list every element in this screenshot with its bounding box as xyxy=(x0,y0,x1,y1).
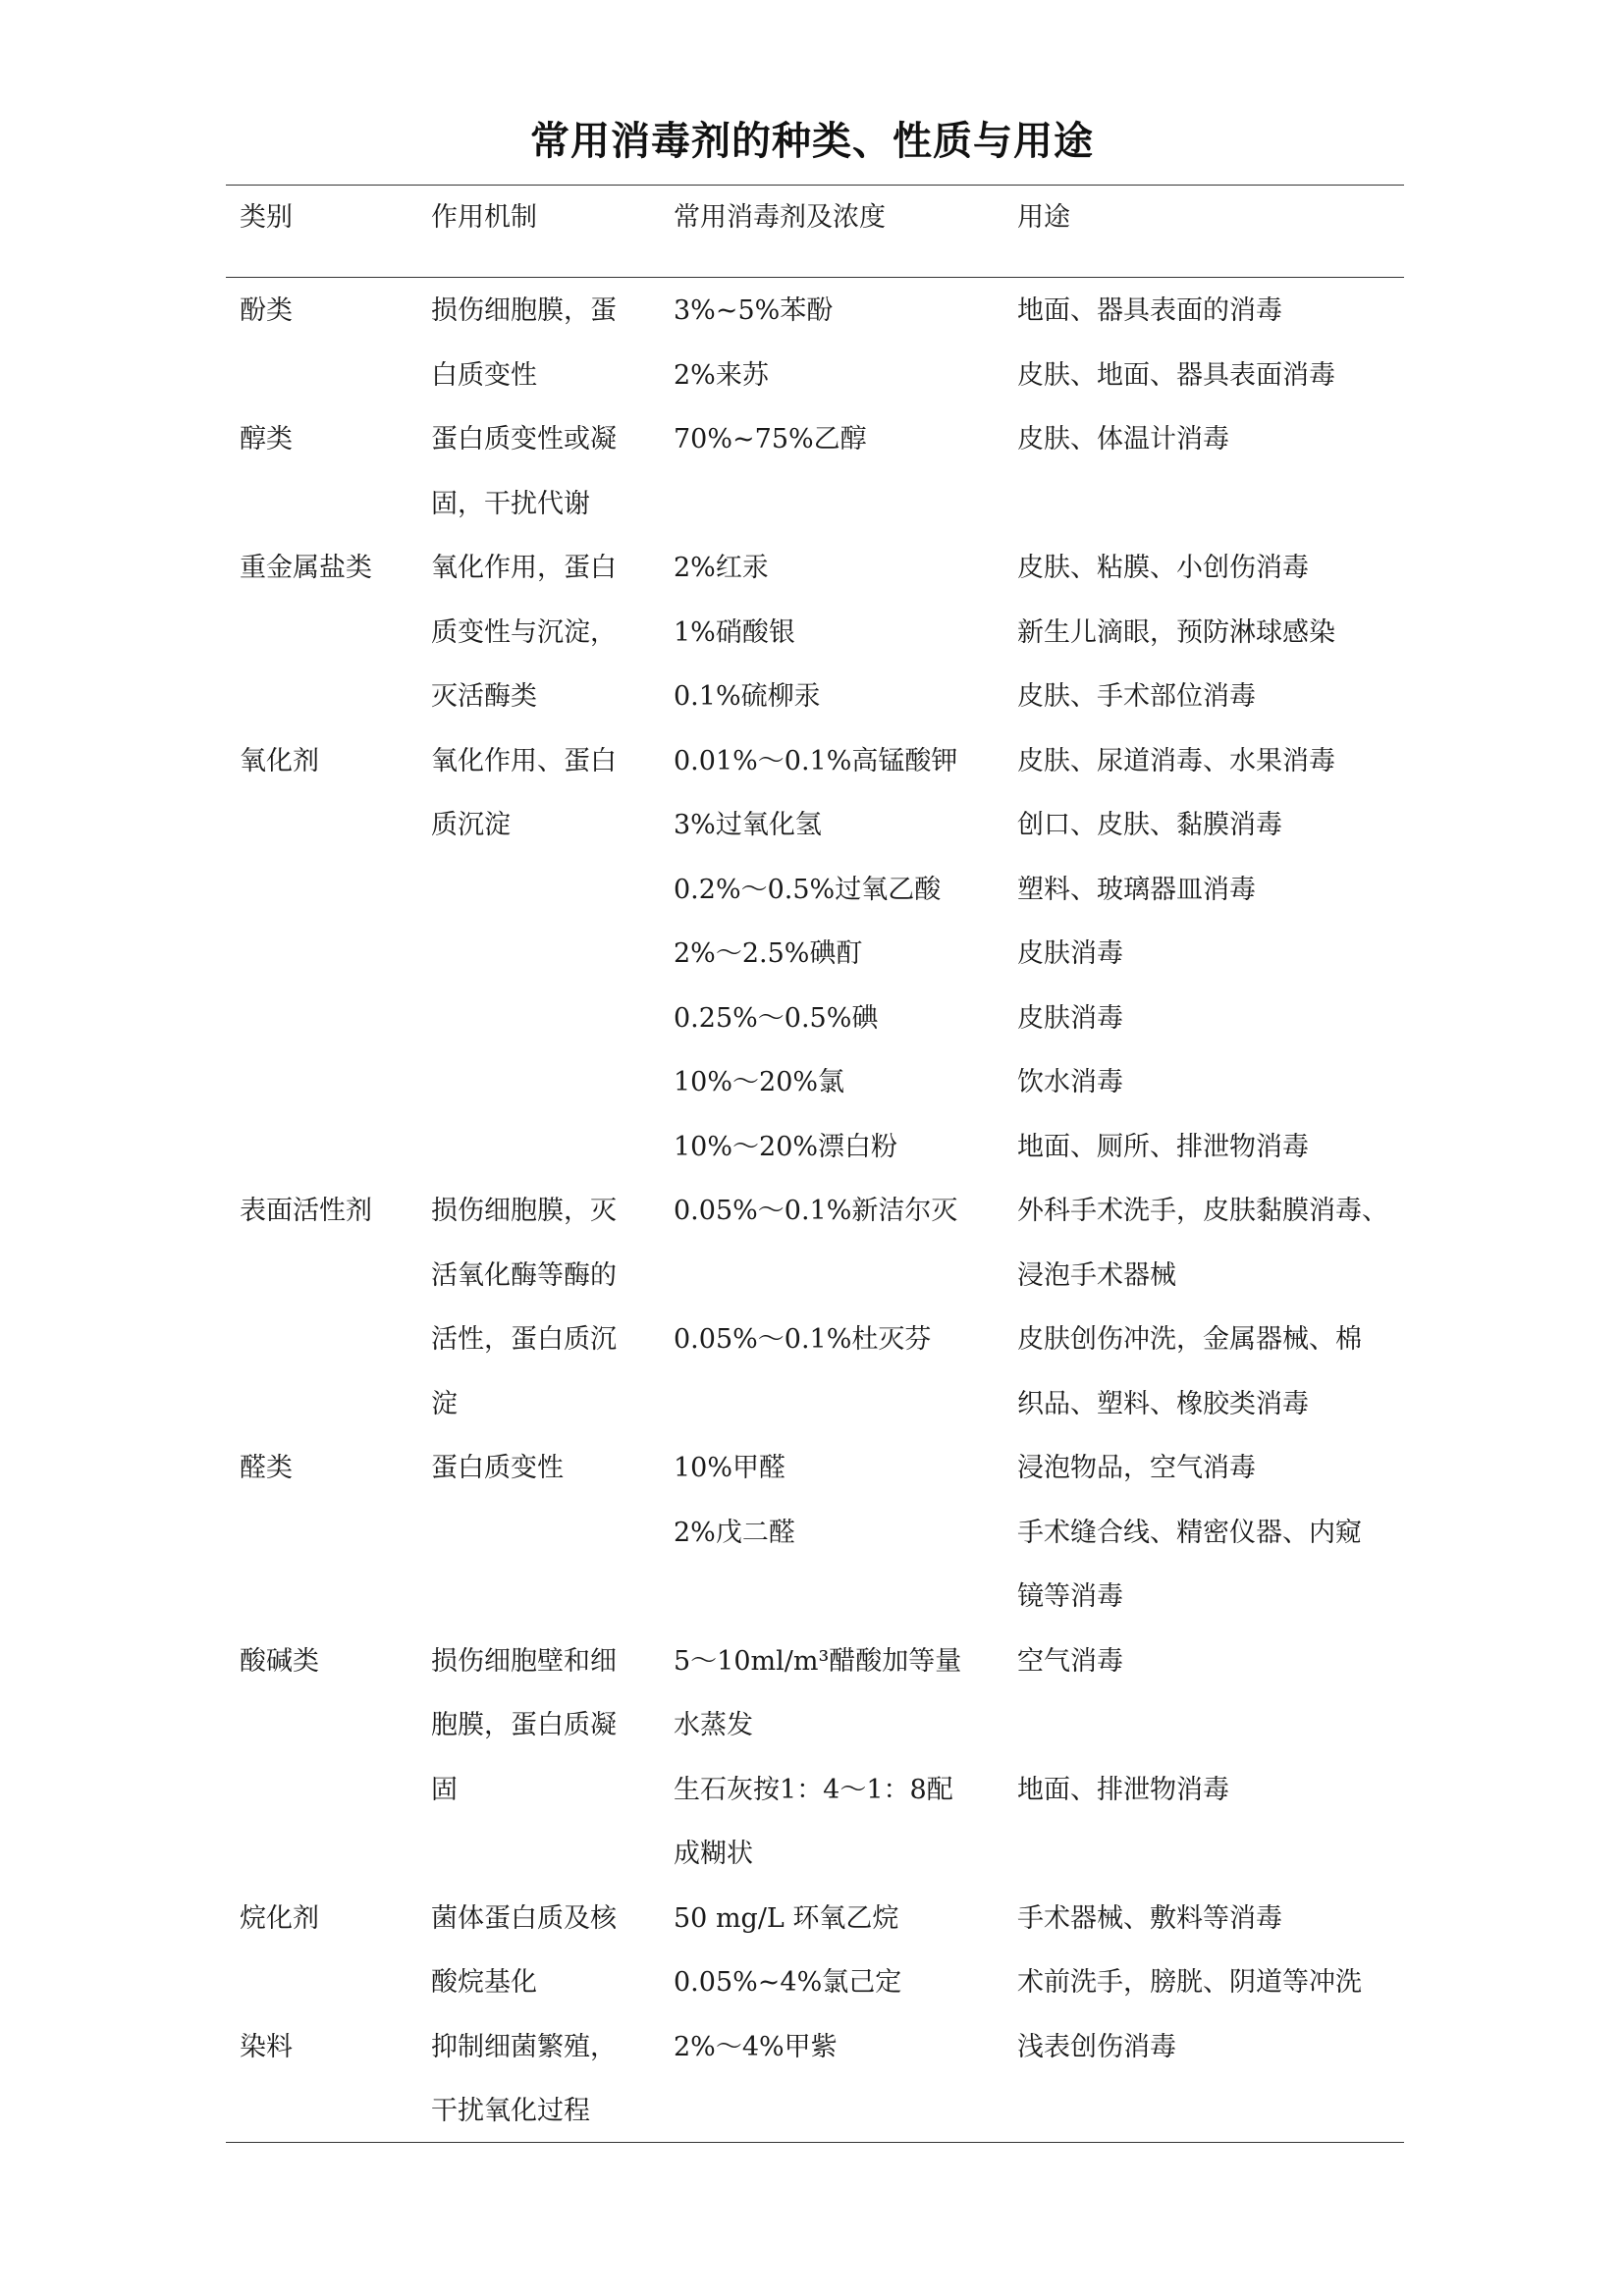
cell-mechanism: 损伤细胞膜，灭 xyxy=(431,1196,617,1226)
page-title: 常用消毒剂的种类、性质与用途 xyxy=(530,119,1094,164)
cell-mechanism: 抑制细菌繁殖， xyxy=(431,2031,617,2062)
table-row xyxy=(0,1190,1624,1233)
cell-usage: 皮肤消毒 xyxy=(1017,1002,1123,1034)
table-row xyxy=(0,1897,1624,1941)
table-row xyxy=(0,804,1624,847)
cell-mechanism: 质沉淀 xyxy=(431,810,511,840)
cell-usage: 地面、厕所、排泄物消毒 xyxy=(1017,1131,1309,1162)
cell-usage: 浸泡物品，空气消毒 xyxy=(1017,1453,1256,1483)
cell-disinfectant: 0.05%～0.1%杜灭芬 xyxy=(674,1324,932,1355)
cell-disinfectant: 0.05%～0.1%新洁尔灭 xyxy=(674,1196,958,1226)
cell-usage: 饮水消毒 xyxy=(1017,1067,1123,1097)
table-row xyxy=(0,1704,1624,1747)
cell-usage: 手术器械、敷料等消毒 xyxy=(1017,1902,1282,1934)
cell-usage: 皮肤消毒 xyxy=(1017,938,1123,969)
table-row xyxy=(0,1769,1624,1812)
cell-disinfectant: 0.25%～0.5%碘 xyxy=(674,1002,879,1034)
cell-disinfectant: 3%~5%苯酚 xyxy=(674,295,834,326)
cell-disinfectant: 2%～4%甲紫 xyxy=(674,2031,838,2062)
cell-disinfectant: 3%过氧化氢 xyxy=(674,810,822,840)
cell-mechanism: 蛋白质变性 xyxy=(431,1453,564,1483)
table-row xyxy=(0,869,1624,912)
cell-disinfectant: 0.01%～0.1%高锰酸钾 xyxy=(674,745,958,776)
cell-mechanism: 活性，蛋白质沉 xyxy=(431,1324,617,1355)
header-disinfectant: 常用消毒剂及浓度 xyxy=(674,202,886,233)
table-row xyxy=(0,1575,1624,1619)
cell-usage: 新生儿滴眼，预防淋球感染 xyxy=(1017,616,1335,648)
cell-category: 醇类 xyxy=(240,424,293,454)
cell-usage: 皮肤、手术部位消毒 xyxy=(1017,681,1256,712)
cell-category: 氧化剂 xyxy=(240,745,319,776)
table-row xyxy=(0,612,1624,655)
cell-disinfectant: 10%～20%氯 xyxy=(674,1067,845,1097)
table-row xyxy=(0,1318,1624,1362)
cell-usage: 浸泡手术器械 xyxy=(1017,1259,1176,1291)
table-row xyxy=(0,1640,1624,1683)
cell-mechanism: 蛋白质变性或凝 xyxy=(431,424,617,454)
cell-category: 酚类 xyxy=(240,295,293,326)
cell-disinfectant: 0.2%～0.5%过氧乙酸 xyxy=(674,874,942,905)
table-row xyxy=(0,290,1624,333)
table-row xyxy=(0,1961,1624,2004)
cell-disinfectant: 2%～2.5%碘酊 xyxy=(674,938,863,969)
cell-disinfectant: 成糊状 xyxy=(674,1839,753,1869)
cell-usage: 织品、塑料、橡胶类消毒 xyxy=(1017,1388,1309,1419)
table-bottom-rule xyxy=(226,2142,1404,2143)
table-row xyxy=(0,933,1624,976)
cell-mechanism: 活氧化酶等酶的 xyxy=(431,1259,617,1291)
cell-mechanism: 氧化作用，蛋白 xyxy=(431,553,617,583)
cell-category: 烷化剂 xyxy=(240,1902,319,1934)
cell-mechanism: 淀 xyxy=(431,1388,458,1419)
cell-disinfectant: 0.1%硫柳汞 xyxy=(674,681,821,712)
table-row xyxy=(0,2026,1624,2069)
cell-mechanism: 酸烷基化 xyxy=(431,1967,537,1998)
header-category: 类别 xyxy=(240,202,293,233)
cell-disinfectant: 50 mg/L 环氧乙烷 xyxy=(674,1902,899,1934)
cell-disinfectant: 2%红汞 xyxy=(674,553,769,583)
cell-usage: 术前洗手，膀胱、阴道等冲洗 xyxy=(1017,1967,1362,1998)
table-row xyxy=(0,2090,1624,2133)
table-header-row xyxy=(0,196,1624,240)
table-row xyxy=(0,997,1624,1041)
cell-mechanism: 菌体蛋白质及核 xyxy=(431,1902,617,1934)
cell-category: 重金属盐类 xyxy=(240,553,372,583)
cell-category: 表面活性剂 xyxy=(240,1196,372,1226)
table-row xyxy=(0,483,1624,526)
table-row xyxy=(0,1447,1624,1490)
table-top-rule xyxy=(226,185,1404,186)
cell-usage: 镜等消毒 xyxy=(1017,1581,1123,1612)
cell-usage: 皮肤、尿道消毒、水果消毒 xyxy=(1017,745,1335,776)
cell-usage: 手术缝合线、精密仪器、内窥 xyxy=(1017,1517,1362,1548)
header-mechanism: 作用机制 xyxy=(431,202,537,233)
cell-category: 醛类 xyxy=(240,1453,293,1483)
table-row xyxy=(0,1255,1624,1298)
cell-disinfectant: 2%来苏 xyxy=(674,359,769,391)
cell-usage: 皮肤、粘膜、小创伤消毒 xyxy=(1017,553,1309,583)
cell-disinfectant: 70%~75%乙醇 xyxy=(674,424,867,454)
table-row xyxy=(0,547,1624,590)
table-row xyxy=(0,1383,1624,1426)
cell-mechanism: 灭活酶类 xyxy=(431,681,537,712)
cell-disinfectant: 10%甲醛 xyxy=(674,1453,786,1483)
cell-mechanism: 氧化作用、蛋白 xyxy=(431,745,617,776)
cell-disinfectant: 10%～20%漂白粉 xyxy=(674,1131,898,1162)
cell-usage: 皮肤、体温计消毒 xyxy=(1017,424,1229,454)
cell-mechanism: 胞膜，蛋白质凝 xyxy=(431,1710,617,1740)
table-row xyxy=(0,1061,1624,1104)
table-header-rule xyxy=(226,277,1404,278)
cell-mechanism: 固，干扰代谢 xyxy=(431,488,590,519)
cell-disinfectant: 0.05%~4%氯己定 xyxy=(674,1967,902,1998)
cell-disinfectant: 水蒸发 xyxy=(674,1710,753,1740)
cell-disinfectant: 生石灰按1：4～1：8配 xyxy=(674,1774,953,1805)
table-row xyxy=(0,1833,1624,1876)
cell-usage: 皮肤、地面、器具表面消毒 xyxy=(1017,359,1335,391)
cell-usage: 外科手术洗手，皮肤黏膜消毒、 xyxy=(1017,1196,1388,1226)
cell-category: 酸碱类 xyxy=(240,1645,319,1677)
table-row xyxy=(0,1126,1624,1169)
cell-usage: 地面、器具表面的消毒 xyxy=(1017,295,1282,326)
cell-mechanism: 质变性与沉淀， xyxy=(431,616,617,648)
table-row xyxy=(0,354,1624,398)
cell-usage: 空气消毒 xyxy=(1017,1645,1123,1677)
table-row xyxy=(0,675,1624,719)
cell-category: 染料 xyxy=(240,2031,293,2062)
cell-mechanism: 干扰氧化过程 xyxy=(431,2096,590,2126)
cell-usage: 地面、排泄物消毒 xyxy=(1017,1774,1229,1805)
cell-usage: 浅表创伤消毒 xyxy=(1017,2031,1176,2062)
table-row xyxy=(0,418,1624,461)
cell-disinfectant: 5～10ml/m³醋酸加等量 xyxy=(674,1645,962,1677)
header-usage: 用途 xyxy=(1017,202,1070,233)
table-row xyxy=(0,1512,1624,1555)
cell-usage: 皮肤创伤冲洗，金属器械、棉 xyxy=(1017,1324,1362,1355)
cell-usage: 塑料、玻璃器皿消毒 xyxy=(1017,874,1256,905)
cell-mechanism: 固 xyxy=(431,1774,458,1805)
cell-disinfectant: 1%硝酸银 xyxy=(674,616,795,648)
cell-mechanism: 损伤细胞壁和细 xyxy=(431,1645,617,1677)
table-row xyxy=(0,740,1624,783)
cell-mechanism: 损伤细胞膜，蛋 xyxy=(431,295,617,326)
cell-disinfectant: 2%戊二醛 xyxy=(674,1517,795,1548)
cell-usage: 创口、皮肤、黏膜消毒 xyxy=(1017,810,1282,840)
cell-mechanism: 白质变性 xyxy=(431,359,537,391)
